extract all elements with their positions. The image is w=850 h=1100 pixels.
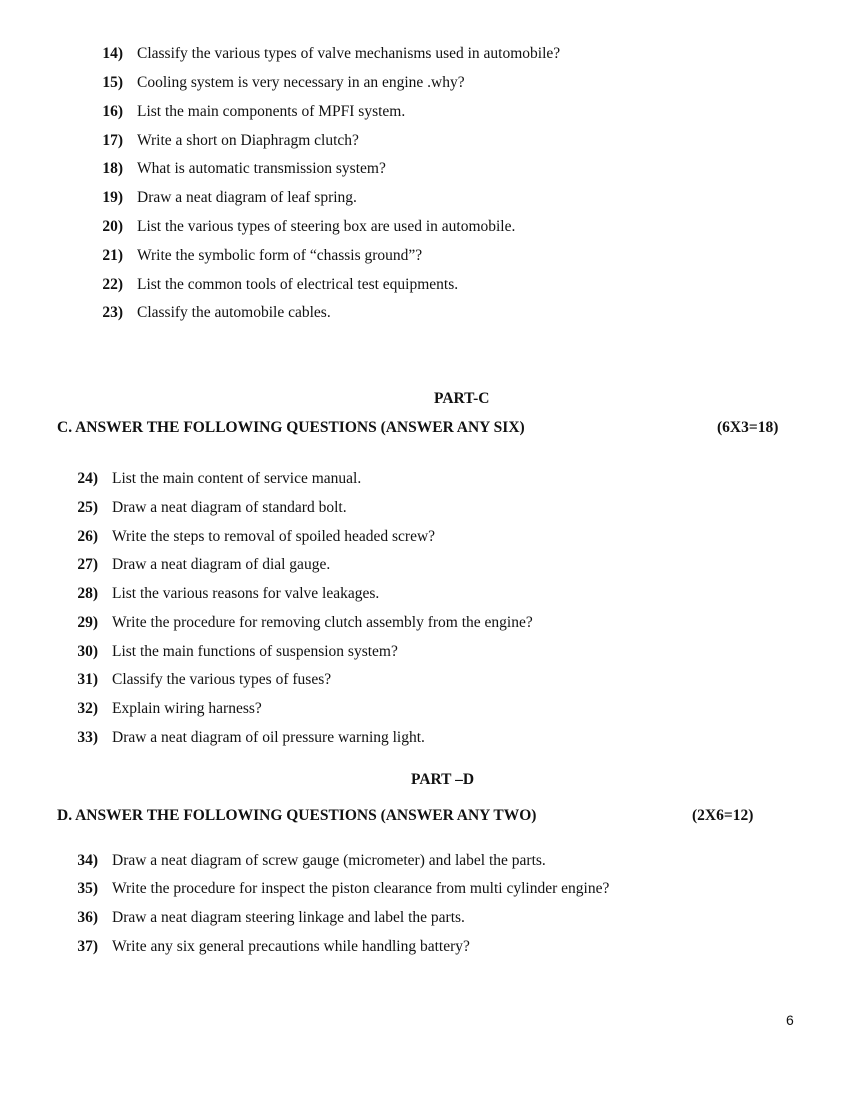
question-number: 29) bbox=[77, 614, 98, 631]
question-text: List the various types of steering box are used in automobile. bbox=[137, 218, 516, 235]
question-number: 24) bbox=[77, 470, 98, 487]
question-number: 31) bbox=[77, 671, 98, 688]
question-number: 37) bbox=[77, 938, 98, 955]
question-text: Draw a neat diagram of oil pressure warning light. bbox=[112, 729, 425, 746]
question-text: List the various reasons for valve leakages. bbox=[112, 585, 380, 602]
page-number: 6 bbox=[786, 1012, 794, 1028]
question-text: Draw a neat diagram of leaf spring. bbox=[137, 189, 357, 206]
part-c-title: PART-C bbox=[434, 390, 490, 407]
question-number: 23) bbox=[102, 304, 123, 321]
question-text: Write the steps to removal of spoiled headed screw? bbox=[112, 528, 436, 545]
question-number: 27) bbox=[77, 556, 98, 573]
question-number: 36) bbox=[77, 909, 98, 926]
question-text: Classify the various types of valve mechanisms used in automobile? bbox=[137, 45, 561, 62]
part-d-title: PART –D bbox=[411, 771, 475, 788]
question-text: Classify the automobile cables. bbox=[137, 304, 331, 321]
question-text: Draw a neat diagram of screw gauge (micrometer) and label the parts. bbox=[112, 852, 546, 869]
question-text: Write the symbolic form of “chassis ground”? bbox=[137, 247, 423, 264]
question-text: List the common tools of electrical test equipments. bbox=[137, 276, 459, 293]
question-text: Write the procedure for inspect the piston clearance from multi cylinder engine? bbox=[112, 880, 610, 897]
question-number: 20) bbox=[102, 218, 123, 235]
question-text: Draw a neat diagram of dial gauge. bbox=[112, 556, 331, 573]
question-text: What is automatic transmission system? bbox=[137, 160, 386, 177]
question-text: List the main functions of suspension system? bbox=[112, 643, 398, 660]
part-c-marks: (6X3=18) bbox=[717, 419, 779, 436]
question-number: 26) bbox=[77, 528, 98, 545]
question-number: 16) bbox=[102, 103, 123, 120]
question-text: List the main components of MPFI system. bbox=[137, 103, 406, 120]
question-text: Draw a neat diagram steering linkage and label the parts. bbox=[112, 909, 465, 926]
question-number: 32) bbox=[77, 700, 98, 717]
part-d-marks: (2X6=12) bbox=[692, 807, 754, 824]
question-text: Cooling system is very necessary in an engine .why? bbox=[137, 74, 465, 91]
question-text: Explain wiring harness? bbox=[112, 700, 262, 717]
question-number: 21) bbox=[102, 247, 123, 264]
question-number: 22) bbox=[102, 276, 123, 293]
question-number: 28) bbox=[77, 585, 98, 602]
question-text: Write the procedure for removing clutch assembly from the engine? bbox=[112, 614, 533, 631]
question-number: 33) bbox=[77, 729, 98, 746]
question-number: 18) bbox=[102, 160, 123, 177]
question-text: Write any six general precautions while handling battery? bbox=[112, 938, 470, 955]
question-number: 17) bbox=[102, 132, 123, 149]
question-number: 14) bbox=[102, 45, 123, 62]
question-text: List the main content of service manual. bbox=[112, 470, 362, 487]
question-number: 19) bbox=[102, 189, 123, 206]
question-text: Write a short on Diaphragm clutch? bbox=[137, 132, 359, 149]
question-number: 30) bbox=[77, 643, 98, 660]
question-text: Classify the various types of fuses? bbox=[112, 671, 332, 688]
question-number: 25) bbox=[77, 499, 98, 516]
part-d-instruction: D. ANSWER THE FOLLOWING QUESTIONS (ANSWER ANY TWO) bbox=[57, 807, 537, 824]
question-number: 15) bbox=[102, 74, 123, 91]
question-number: 34) bbox=[77, 852, 98, 869]
question-text: Draw a neat diagram of standard bolt. bbox=[112, 499, 347, 516]
part-c-instruction: C. ANSWER THE FOLLOWING QUESTIONS (ANSWER ANY SIX) bbox=[57, 419, 525, 436]
question-number: 35) bbox=[77, 880, 98, 897]
